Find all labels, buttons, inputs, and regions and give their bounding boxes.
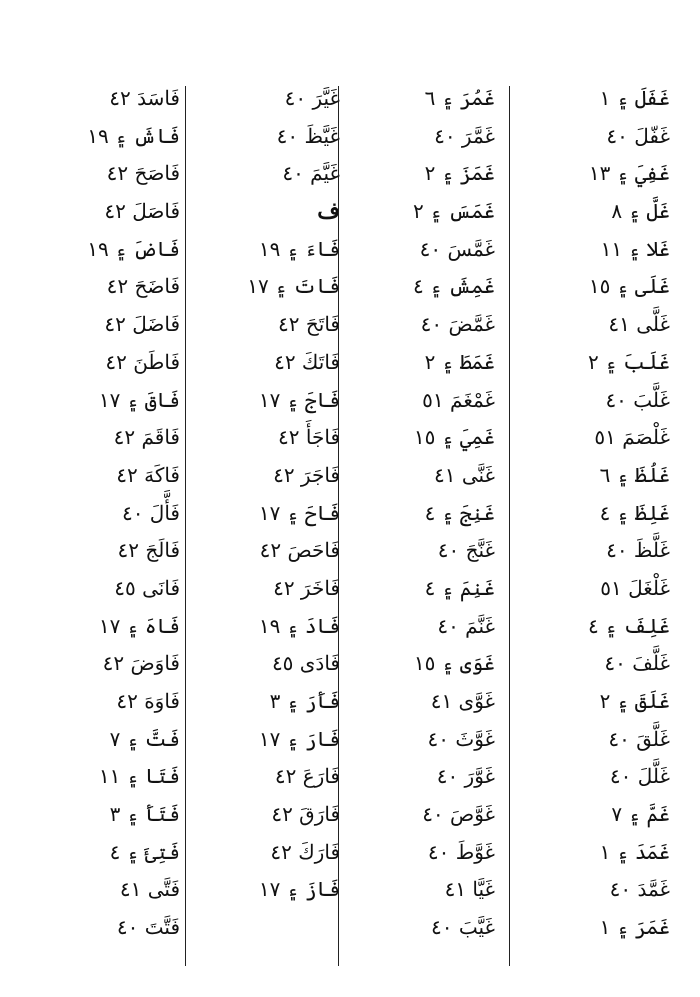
column-3 — [190, 80, 340, 909]
verb-entry: فَاتَ ۽ ١٧ — [247, 274, 340, 299]
verb-entry: غَلَى ۽ ١٥ — [588, 274, 670, 299]
verb-entry: فَاقَمَ ٤٢ — [113, 425, 180, 450]
verb-entry: غَلا ۽ ١١ — [600, 236, 670, 261]
column-divider — [338, 86, 339, 966]
verb-entry: غَمَدَ ۽ ١ — [599, 839, 670, 864]
verb-entry: فَادَ ۽ ١٩ — [258, 613, 340, 638]
verb-entry: غَمَسَ ۽ ٢ — [412, 199, 495, 224]
verb-entry: غَيَّا ٤١ — [444, 877, 495, 902]
verb-entry: فَارَقَ ٤٢ — [271, 802, 340, 827]
verb-entry: غَلُظَ ۽ ٦ — [599, 462, 670, 487]
verb-entry: فَاجَرَ ٤٢ — [273, 462, 340, 487]
verb-entry: غَوَى ۽ ١٥ — [413, 651, 495, 676]
verb-entry: غَلَّى ٤١ — [608, 312, 670, 337]
verb-entry: غَمِشَ ۽ ٤ — [412, 274, 495, 299]
verb-entry: فَاحَصَ ٤٢ — [259, 538, 340, 563]
verb-entry: فَاضَلَ ٤٢ — [104, 312, 180, 337]
verb-entry: غَوَّصَ ٤٠ — [422, 802, 495, 827]
verb-entry: غَلَّ ۽ ٨ — [611, 199, 670, 224]
verb-entry: غَلَّقَ ٤٠ — [608, 726, 670, 751]
verb-entry: فَازَ ۽ ١٧ — [258, 877, 340, 902]
verb-entry: فَارَكَ ٤٢ — [270, 839, 340, 864]
verb-entry: فَاهَ ۽ ١٧ — [98, 613, 180, 638]
verb-entry: فَاجَ ۽ ١٧ — [258, 387, 340, 412]
verb-entry: غَمَّ ۽ ٧ — [611, 802, 670, 827]
verb-entry: فَاتَكَ ٤٢ — [274, 349, 340, 374]
verb-entry: فَاوَضَ ٤٢ — [102, 651, 180, 676]
verb-entry: فَانَى ٤٥ — [114, 575, 180, 600]
verb-entry: غَلَّظَ ٤٠ — [606, 538, 670, 563]
column-2 — [345, 80, 495, 947]
verb-entry: فَاطَنَ ٤٢ — [105, 349, 180, 374]
column-divider — [509, 86, 510, 966]
verb-entry: غَمُرَ ۽ ٦ — [424, 86, 495, 110]
verb-entry: فَارَعَ ٤٢ — [274, 764, 340, 789]
verb-entry: فَالَجَ ٤٢ — [117, 538, 180, 563]
verb-entry: غَلْصَمَ ٥١ — [594, 425, 670, 450]
verb-entry: فَتَّى ٤١ — [119, 877, 180, 902]
verb-entry: غَلَقَ ۽ ٢ — [599, 689, 670, 713]
verb-entry: غَنِجَ ۽ ٤ — [424, 500, 495, 525]
verb-entry: غَلْغَلَ ٥١ — [600, 575, 670, 600]
verb-entry: غَمَّدَ ٤٠ — [609, 877, 670, 902]
verb-entry: غَيَّبَ ٤٠ — [431, 915, 495, 940]
verb-entry: فَاقَ ۽ ١٧ — [98, 387, 180, 412]
verb-entry: فَاحَ ۽ ١٧ — [258, 500, 340, 525]
verb-entry: غَنِمَ ۽ ٤ — [424, 575, 495, 600]
verb-entry: غَمَزَ ۽ ٢ — [424, 161, 495, 186]
verb-entry: فَاكَهَ ٤٢ — [116, 462, 180, 487]
column-divider — [185, 86, 186, 966]
verb-entry: فَاضَ ۽ ١٩ — [87, 236, 180, 261]
verb-entry: فَادَى ٤٥ — [271, 651, 340, 676]
verb-entry: فَاضَحَ ٤٢ — [106, 274, 180, 299]
verb-entry: فَاخَرَ ٤٢ — [273, 575, 340, 600]
verb-entry: فَاشَ ۽ ١٩ — [87, 123, 180, 148]
verb-entry: غَنَّى ٤١ — [433, 462, 495, 487]
verb-entry: فَاوَهَ ٤٢ — [116, 689, 180, 713]
verb-entry: غَمَرَ ۽ ١ — [599, 915, 670, 940]
verb-entry: فَاصَحَ ٤٢ — [106, 161, 180, 186]
verb-entry: غَمْغَمَ ٥١ — [422, 387, 495, 412]
column-4 — [30, 80, 180, 947]
verb-entry: غَفَلَ ۽ ١ — [599, 86, 670, 110]
verb-entry: غَمَّضَ ٤٠ — [420, 312, 495, 337]
verb-entry: غَلَّبَ ٤٠ — [605, 387, 670, 412]
verb-entry: فَتَا ۽ ١١ — [98, 764, 180, 789]
verb-entry: غَوَّطَ ٤٠ — [427, 839, 495, 864]
verb-entry: غَلَّفَ ٤٠ — [604, 651, 670, 676]
verb-entry: غَفّلَ ٤٠ — [606, 123, 670, 148]
verb-entry: فَتِئَ ۽ ٤ — [109, 839, 180, 864]
verb-entry: فَأَرَ ۽ ٣ — [269, 689, 340, 713]
verb-entry: غَوَّثَ ٤٠ — [427, 726, 495, 751]
verb-entry: غَمَّسَ ٤٠ — [419, 236, 495, 261]
verb-entry: فَاءَ ۽ ١٩ — [258, 236, 340, 261]
verb-entry: غَيَّمَ ٤٠ — [282, 161, 340, 186]
verb-entry: فَارَ ۽ ١٧ — [258, 726, 340, 751]
section-letter: ف — [317, 198, 340, 225]
verb-entry: غَوَّى ٤١ — [430, 689, 495, 713]
verb-entry: غَفِيَ ۽ ١٣ — [588, 161, 670, 186]
verb-entry: غَلَبَ ۽ ٢ — [587, 349, 670, 374]
verb-entry: غَمَطَ ۽ ٢ — [424, 349, 495, 374]
verb-entry: فَتَأَ ۽ ٣ — [109, 802, 180, 827]
verb-entry: غَلِفَ ۽ ٤ — [587, 613, 670, 638]
verb-entry: غَيَّرَ ٤٠ — [284, 86, 340, 110]
column-1 — [520, 80, 670, 947]
verb-entry: فَتَّ ۽ ٧ — [109, 726, 180, 751]
verb-entry: غَلَّلَ ٤٠ — [609, 764, 670, 789]
verb-entry: فَتَّتَ ٤٠ — [116, 915, 180, 940]
verb-entry: غَنَّمَ ٤٠ — [437, 613, 495, 638]
verb-entry: فَاسَدَ ٤٢ — [109, 86, 180, 110]
verb-entry: غَمَّرَ ٤٠ — [434, 123, 495, 148]
verb-entry: غَيَّظَ ٤٠ — [276, 123, 340, 148]
verb-entry: فَاتَحَ ٤٢ — [278, 312, 340, 337]
verb-entry: فَاجَأَ ٤٢ — [278, 425, 340, 450]
verb-entry: غَوَّرَ ٤٠ — [436, 764, 495, 789]
verb-entry: غَمِيَ ۽ ١٥ — [413, 425, 495, 450]
verb-entry: فَاصَلَ ٤٢ — [104, 199, 180, 224]
verb-entry: فَأَّلَ ٤٠ — [121, 500, 180, 525]
verb-entry: غَلِظَ ۽ ٤ — [599, 500, 670, 525]
verb-entry: غَنَّجَ ٤٠ — [437, 538, 495, 563]
